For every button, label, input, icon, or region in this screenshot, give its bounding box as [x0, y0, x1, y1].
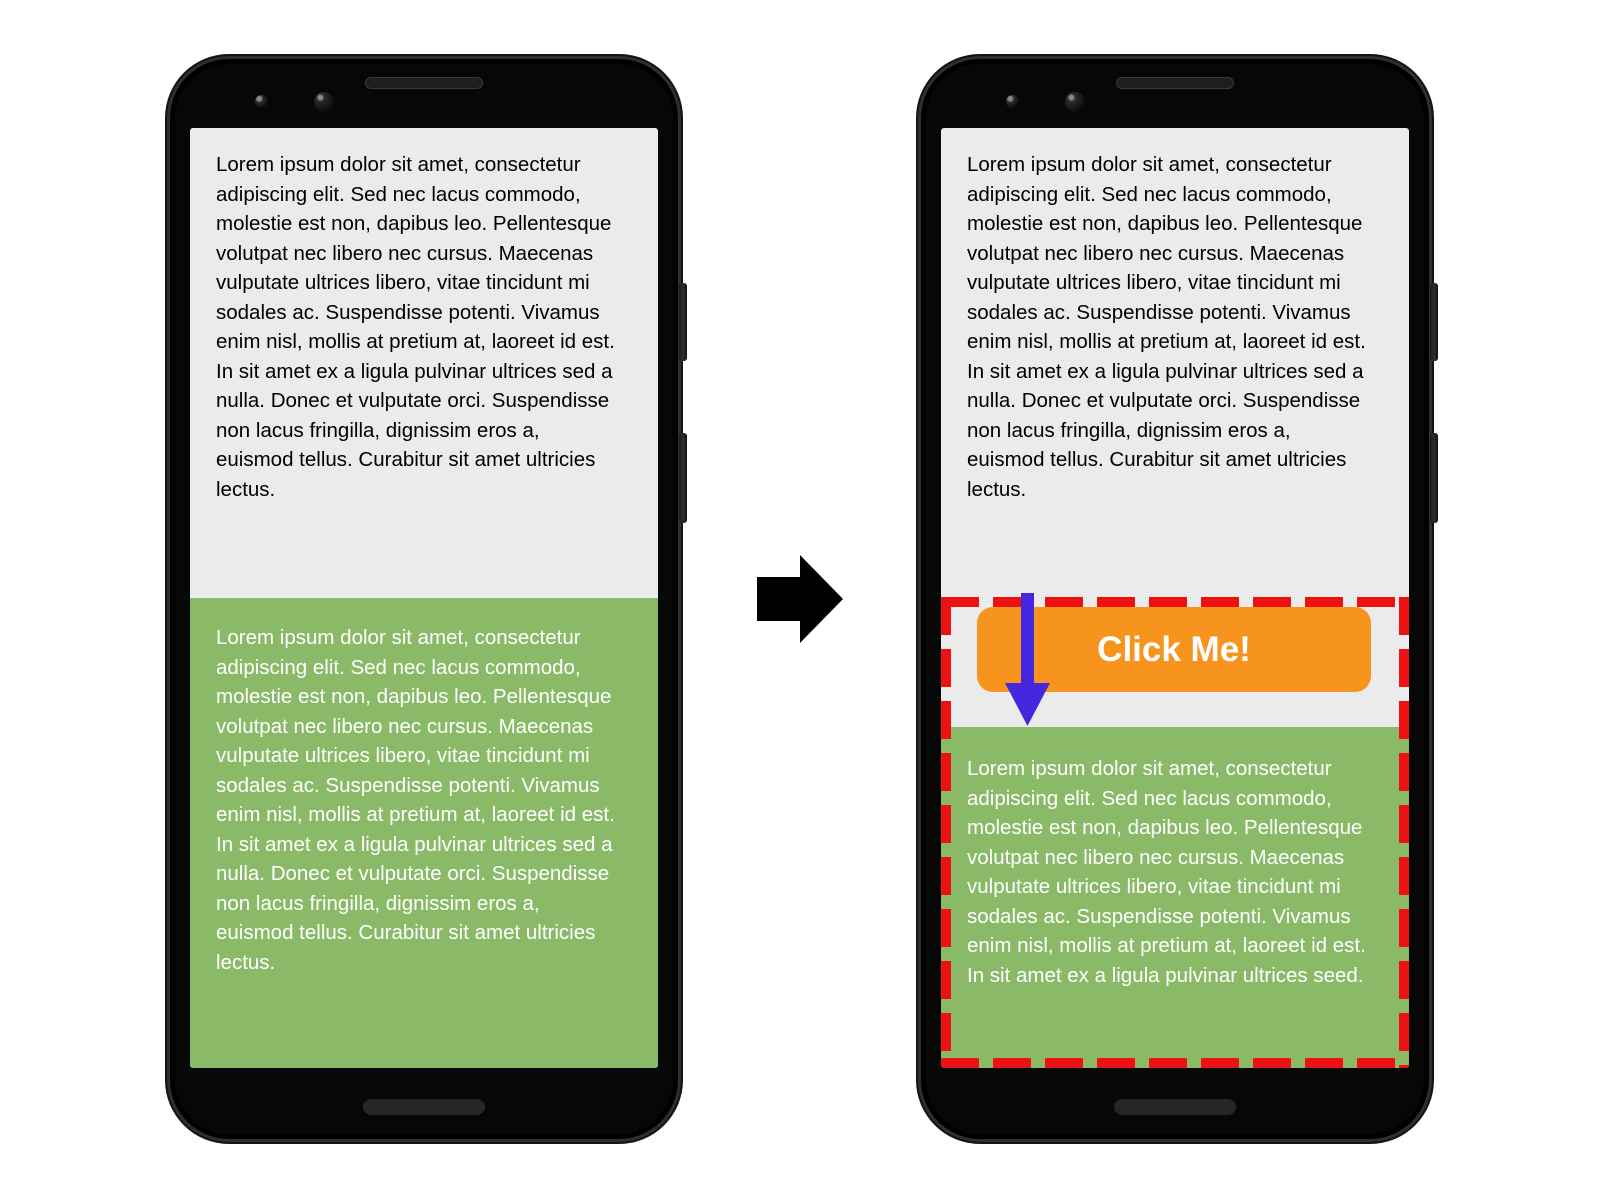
front-camera-icon	[1006, 95, 1019, 108]
gray-text-section	[190, 128, 658, 598]
lorem-paragraph: Lorem ipsum dolor sit amet, consectetur adipiscing elit. Sed nec lacus commodo, molestie est non, dapibus leo. Pellentesque volutpat nec libero nec cursus. Maecenas vulputate ultrices libero, vitae tincidunt mi sodales ac. Suspendisse potenti. Vivamus enim nisl, mollis at pretium at, laoreet id est. In sit amet ex a ligula pulvinar ultrices sed a nulla. Donec et vulputate orci. Suspendisse non lacus fringilla, dignissim eros a, euismod tellus. Curabitur sit amet ultricies lectus.	[216, 153, 615, 501]
front-camera-icon	[255, 95, 268, 108]
power-button	[1430, 283, 1438, 361]
front-camera-icon	[314, 92, 334, 112]
green-text-section	[190, 598, 658, 1068]
power-button	[679, 283, 687, 361]
gray-text-section	[941, 128, 1409, 598]
screen-before	[190, 128, 658, 1068]
earpiece-speaker-grille	[365, 77, 483, 89]
front-camera-icon	[1065, 92, 1085, 112]
volume-button	[679, 433, 687, 523]
next-step-arrow-icon	[757, 555, 843, 643]
green-text-section	[941, 727, 1409, 1068]
screen-after	[941, 128, 1409, 1068]
home-indicator-bar	[1114, 1099, 1236, 1115]
home-indicator-bar	[363, 1099, 485, 1115]
lorem-paragraph: Lorem ipsum dolor sit amet, consectetur adipiscing elit. Sed nec lacus commodo, molestie est non, dapibus leo. Pellentesque volutpat nec libero nec cursus. Maecenas vulputate ultrices libero, vitae tincidunt mi sodales ac. Suspendisse potenti. Vivamus enim nisl, mollis at pretium at, laoreet id est. In sit amet ex a ligula pulvinar ultrices seed.	[967, 757, 1366, 987]
lorem-paragraph: Lorem ipsum dolor sit amet, consectetur adipiscing elit. Sed nec lacus commodo, molestie est non, dapibus leo. Pellentesque volutpat nec libero nec cursus. Maecenas vulputate ultrices libero, vitae tincidunt mi sodales ac. Suspendisse potenti. Vivamus enim nisl, mollis at pretium at, laoreet id est. In sit amet ex a ligula pulvinar ultrices sed a nulla. Donec et vulputate orci. Suspendisse non lacus fringilla, dignissim eros a, euismod tellus. Curabitur sit amet ultricies lectus.	[216, 626, 615, 974]
insertion-pointer-arrow-icon	[1005, 593, 1050, 726]
phone-after	[918, 56, 1432, 1142]
volume-button	[1430, 433, 1438, 523]
phone-before	[167, 56, 681, 1142]
click-me-button[interactable]: Click Me!	[977, 607, 1371, 692]
earpiece-speaker-grille	[1116, 77, 1234, 89]
lorem-paragraph: Lorem ipsum dolor sit amet, consectetur adipiscing elit. Sed nec lacus commodo, molestie est non, dapibus leo. Pellentesque volutpat nec libero nec cursus. Maecenas vulputate ultrices libero, vitae tincidunt mi sodales ac. Suspendisse potenti. Vivamus enim nisl, mollis at pretium at, laoreet id est. In sit amet ex a ligula pulvinar ultrices sed a nulla. Donec et vulputate orci. Suspendisse non lacus fringilla, dignissim eros a, euismod tellus. Curabitur sit amet ultricies lectus.	[967, 153, 1366, 501]
